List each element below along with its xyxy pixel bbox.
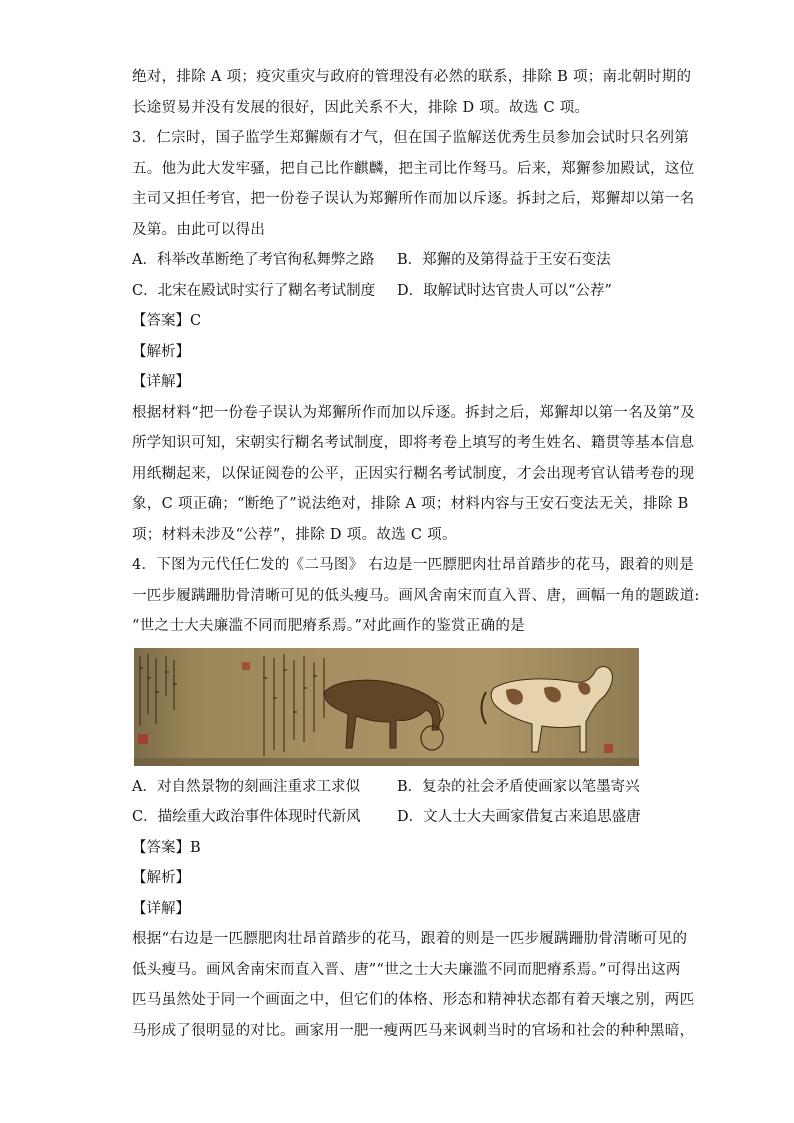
question-3-stem: 3．仁宗时，国子监学生郑獬颇有才气，但在国子监解送优秀生员参加会试时只名列第 [132, 130, 690, 146]
analysis-label: 【解析】 [132, 870, 190, 886]
detail-label: 【详解】 [132, 374, 190, 390]
option-d: D．文人士大夫画家借复古来追思盛唐 [397, 809, 641, 825]
text-line: 象，C 项正确；“断绝了”说法绝对，排除 A 项；材料内容与王安石变法无关，排除 B [132, 496, 689, 512]
text-line: 一匹步履蹒跚肋骨清晰可见的低头瘦马。画风舍南宋而直入晋、唐，画幅一角的题跋道: [132, 587, 700, 604]
options-row [132, 802, 662, 833]
option-c: C．描绘重大政治事件体现时代新风 [132, 809, 361, 825]
seal-stamp [242, 662, 250, 670]
option-b: B．郑獬的及第得益于王安石变法 [397, 252, 611, 268]
text-line: 主司又担任考官，把一份卷子误认为郑獬所作而加以斥逐。拆封之后，郑獬却以第一名 [132, 191, 695, 207]
option-d: D．取解试时达官贵人可以“公荐” [397, 282, 612, 299]
seal-stamp [138, 734, 148, 744]
text-line: 用纸糊起来，以保证阅卷的公平，正因实行糊名考试制度，才会出现考官认错考卷的现 [132, 465, 695, 482]
options-row [132, 276, 662, 307]
calligraphy-inscription [140, 654, 324, 756]
text-line: 绝对，排除 A 项；疫灾重灾与政府的管理没有必然的联系，排除 B 项；南北朝时期的 [132, 69, 692, 85]
thin-horse [324, 680, 443, 748]
document-page [132, 62, 700, 1046]
text-line: 长途贸易并没有发展的很好，因此关系不大，排除 D 项。故选 C 项。 [132, 99, 590, 116]
option-a: A．对自然景物的刻画注重求工求似 [132, 778, 360, 795]
text-line: 五。他为此大发牢骚，把自己比作麒麟，把主司比作驽马。后来，郑獬参加殿试，这位 [132, 160, 695, 177]
option-a: A．科举改革断绝了考官徇私舞弊之路 [132, 252, 375, 268]
answer-label: 【答案】C [132, 313, 202, 329]
option-b: B．复杂的社会矛盾使画家以笔墨寄兴 [397, 778, 640, 795]
text-line: 根据“右边是一匹膘肥肉壮昂首踏步的花马，跟着的则是一匹步履蹒跚肋骨清晰可见的 [132, 931, 688, 947]
seal-stamp [604, 744, 613, 753]
text-line: 及第。由此可以得出 [132, 221, 266, 238]
options-row [132, 772, 662, 803]
analysis-label: 【解析】 [132, 343, 190, 360]
option-c: C．北宋在殿试时实行了糊名考试制度 [132, 282, 376, 299]
options-row [132, 245, 662, 276]
question-4-stem: 4．下图为元代任仁发的《二马图》 右边是一匹膘肥肉壮昂首踏步的花马，跟着的则是 [132, 557, 695, 573]
text-line: 匹马虽然处于同一个画面之中，但它们的体格、形态和精神状态都有着天壤之别，两匹 [132, 992, 695, 1008]
text-line: 项；材料未涉及“公荐”，排除 D 项。故选 C 项。 [132, 526, 457, 543]
painting-illustration [134, 648, 639, 766]
text-line: “世之士大夫廉滥不同而肥瘠系焉。”对此画作的鉴赏正确的是 [132, 618, 525, 634]
text-line: 马形成了很明显的对比。画家用一肥一瘦两匹马来讽刺当时的官场和社会的种种黑暗， [132, 1022, 695, 1039]
answer-label: 【答案】B [132, 839, 201, 856]
detail-label: 【详解】 [132, 900, 190, 917]
piebald-horse [482, 666, 613, 751]
text-line: 所学知识可知，宋朝实行糊名考试制度，即将考卷上填写的考生姓名、籍贯等基本信息 [132, 435, 695, 451]
text-line: 根据材料“把一份卷子误认为郑獬所作而加以斥逐。拆封之后，郑獬却以第一名及第”及 [132, 404, 696, 421]
text-line: 低头瘦马。画风舍南宋而直入晋、唐”“世之士大夫廉滥不同而肥瘠系焉。”可得出这两 [132, 961, 681, 978]
two-horses-painting [134, 648, 639, 766]
